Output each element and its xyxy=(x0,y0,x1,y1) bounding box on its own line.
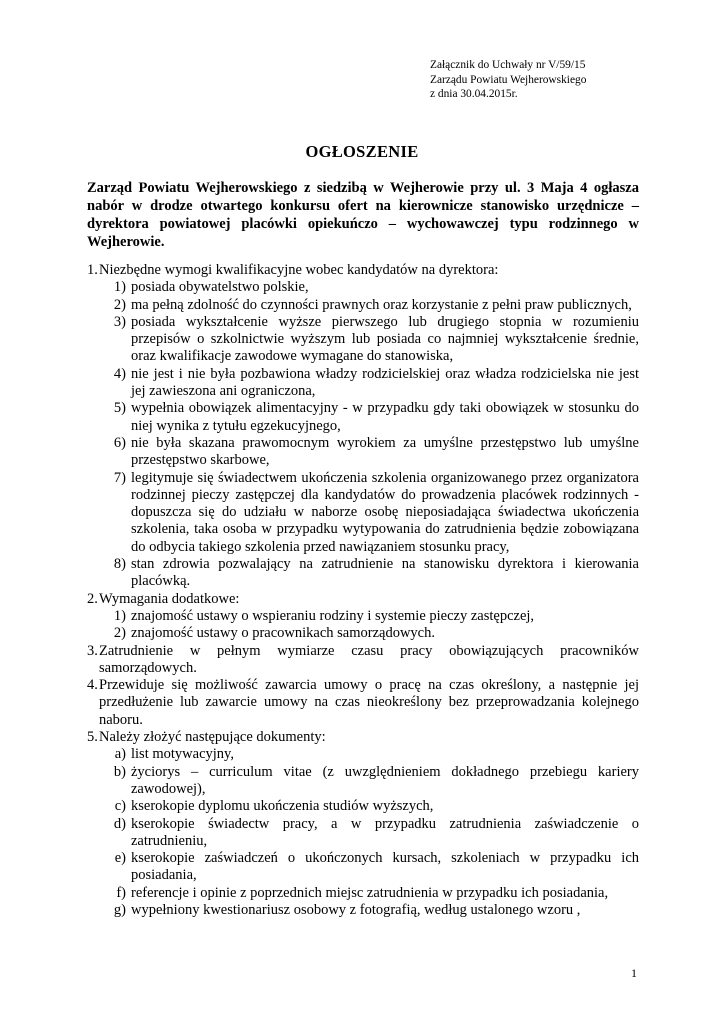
list-item xyxy=(87,764,639,799)
list-item xyxy=(87,608,639,625)
list-item-text: referencje i opinie z poprzednich miejsc zatrudnienia w przypadku ich posiadania, xyxy=(131,884,609,901)
list-item-text: kserokopie dyplomu ukończenia studiów wyższych, xyxy=(131,798,434,815)
list-item-text: nie jest i nie była pozbawiona władzy rodzicielskiej oraz władza rodzicielska nie jest jej zawieszona ani ograniczona, xyxy=(131,365,639,400)
list-marker: 5) xyxy=(113,400,126,417)
list-item-text: stan zdrowia pozwalający na zatrudnienie na stanowisku dyrektora i kierowania placówką. xyxy=(131,556,639,590)
list-marker: c) xyxy=(114,798,126,815)
section-4 xyxy=(87,677,639,729)
list-item xyxy=(87,850,639,885)
list-marker: 3) xyxy=(113,313,126,330)
list-item xyxy=(87,297,639,314)
attachment-note xyxy=(430,58,710,102)
section-number: 2. xyxy=(87,590,98,607)
attachment-line: Zarządu Powiatu Wejherowskiego xyxy=(430,73,587,86)
list-marker: 1) xyxy=(113,279,126,296)
list-item xyxy=(87,470,639,556)
list-item-text: znajomość ustawy o pracownikach samorządowych. xyxy=(131,625,435,642)
list-item xyxy=(87,435,639,470)
list-item xyxy=(87,816,639,851)
list-marker: a) xyxy=(114,746,126,763)
section-5-heading xyxy=(87,729,639,746)
list-item-text: ma pełną zdolność do czynności prawnych oraz korzystanie z pełni praw publicznych, xyxy=(131,296,632,313)
page-title: OGŁOSZENIE xyxy=(305,142,419,161)
list-item-text: posiada obywatelstwo polskie, xyxy=(131,279,309,296)
list-item xyxy=(87,625,639,642)
section-heading: Wymagania dodatkowe: xyxy=(99,590,240,607)
document-body xyxy=(87,262,639,919)
list-marker: 6) xyxy=(113,434,126,451)
attachment-line: z dnia 30.04.2015r. xyxy=(430,88,518,100)
intro-paragraph: Zarząd Powiatu Wejherowskiego z siedzibą w Wejherowie przy ul. 3 Maja 4 ogłasza nabór w drodze otwartego konkursu ofert na kierownicze stanowisko urzędnicze – dyrektora powiatowej placówki opiekuńczo – wychowawczej typu rodzinnego w Wejherowie. xyxy=(87,180,639,250)
list-marker: 2) xyxy=(113,625,126,642)
section-number: 5. xyxy=(87,729,98,746)
list-marker: g) xyxy=(113,901,126,918)
list-item-text: znajomość ustawy o wspieraniu rodziny i systemie pieczy zastępczej, xyxy=(131,607,535,624)
list-item-text: kserokopie zaświadczeń o ukończonych kursach, szkoleniach w przypadku ich posiadania, xyxy=(131,850,639,884)
list-item xyxy=(87,885,639,902)
list-marker: b) xyxy=(113,763,126,780)
list-item xyxy=(87,798,639,815)
list-marker: d) xyxy=(113,815,126,832)
section-2-heading xyxy=(87,591,639,608)
list-item-text: wypełniony kwestionariusz osobowy z fotografią, według ustalonego wzoru , xyxy=(131,901,581,918)
list-marker: 1) xyxy=(113,607,126,624)
list-marker: 8) xyxy=(113,556,126,573)
section-text: Przewiduje się możliwość zawarcia umowy o pracę na czas określony, a następnie jej przedłużenie lub zawarcie umowy na czas nieokreślony bez przeprowadzania kolejnego naboru. xyxy=(99,677,639,728)
list-item-text: list motywacyjny, xyxy=(131,746,234,763)
section-heading: Należy złożyć następujące dokumenty: xyxy=(99,729,326,746)
list-item xyxy=(87,279,639,296)
list-item xyxy=(87,314,639,366)
list-item-text: kserokopie świadectw pracy, a w przypadku zatrudnienia zaświadczenie o zatrudnieniu, xyxy=(131,815,639,849)
list-item xyxy=(87,746,639,763)
section-text: Zatrudnienie w pełnym wymiarze czasu pracy obowiązujących pracowników samorządowych. xyxy=(99,642,639,676)
list-marker: e) xyxy=(114,850,126,867)
list-item-text: wypełnia obowiązek alimentacyjny - w przypadku gdy taki obowiązek w stosunku do niej wynika z tytułu egzekucyjnego, xyxy=(131,400,639,434)
list-item-text: życiorys – curriculum vitae (z uwzględnieniem dokładnego przebiegu kariery zawodowej), xyxy=(131,763,639,797)
list-item-text: legitymuje się świadectwem ukończenia szkolenia organizowanego przez organizatora rodzinnej pieczy zastępczej dla kandydatów do prowadzenia placówek rodzinnych - dopuszcza się do udziału w naborze osobę nieposiadająca świadectwa ukończenia szkolenia, taka osoba w przypadku wytypowania do zatrudnienia będzie zobowiązana do odbycia takiego szkolenia przed nawiązaniem stosunku pracy, xyxy=(131,469,639,555)
page-number: 1 xyxy=(631,966,637,980)
list-marker: 7) xyxy=(113,469,126,486)
list-marker: 2) xyxy=(113,296,126,313)
section-3 xyxy=(87,643,639,678)
list-marker: 4) xyxy=(113,365,126,382)
section-number: 4. xyxy=(87,677,98,694)
list-item-text: nie była skazana prawomocnym wyrokiem za umyślne przestępstwo lub umyślne przestępstwo skarbowe, xyxy=(131,434,639,469)
list-item xyxy=(87,556,639,591)
attachment-line: Załącznik do Uchwały nr V/59/15 xyxy=(430,59,586,71)
list-item xyxy=(87,366,639,401)
list-marker: f) xyxy=(116,884,126,901)
list-item xyxy=(87,902,639,919)
section-number: 1. xyxy=(87,262,98,278)
list-item-text: posiada wykształcenie wyższe pierwszego lub drugiego stopnia w rozumieniu przepisów o szkolnictwie wyższym lub posiada co najmniej wykształcenie średnie, oraz kwalifikacje zawodowe wymagane do stanowiska, xyxy=(131,313,639,365)
section-1-heading xyxy=(87,262,639,279)
list-item xyxy=(87,400,639,435)
section-number: 3. xyxy=(87,642,98,659)
section-heading: Niezbędne wymogi kwalifikacyjne wobec kandydatów na dyrektora: xyxy=(99,262,499,278)
